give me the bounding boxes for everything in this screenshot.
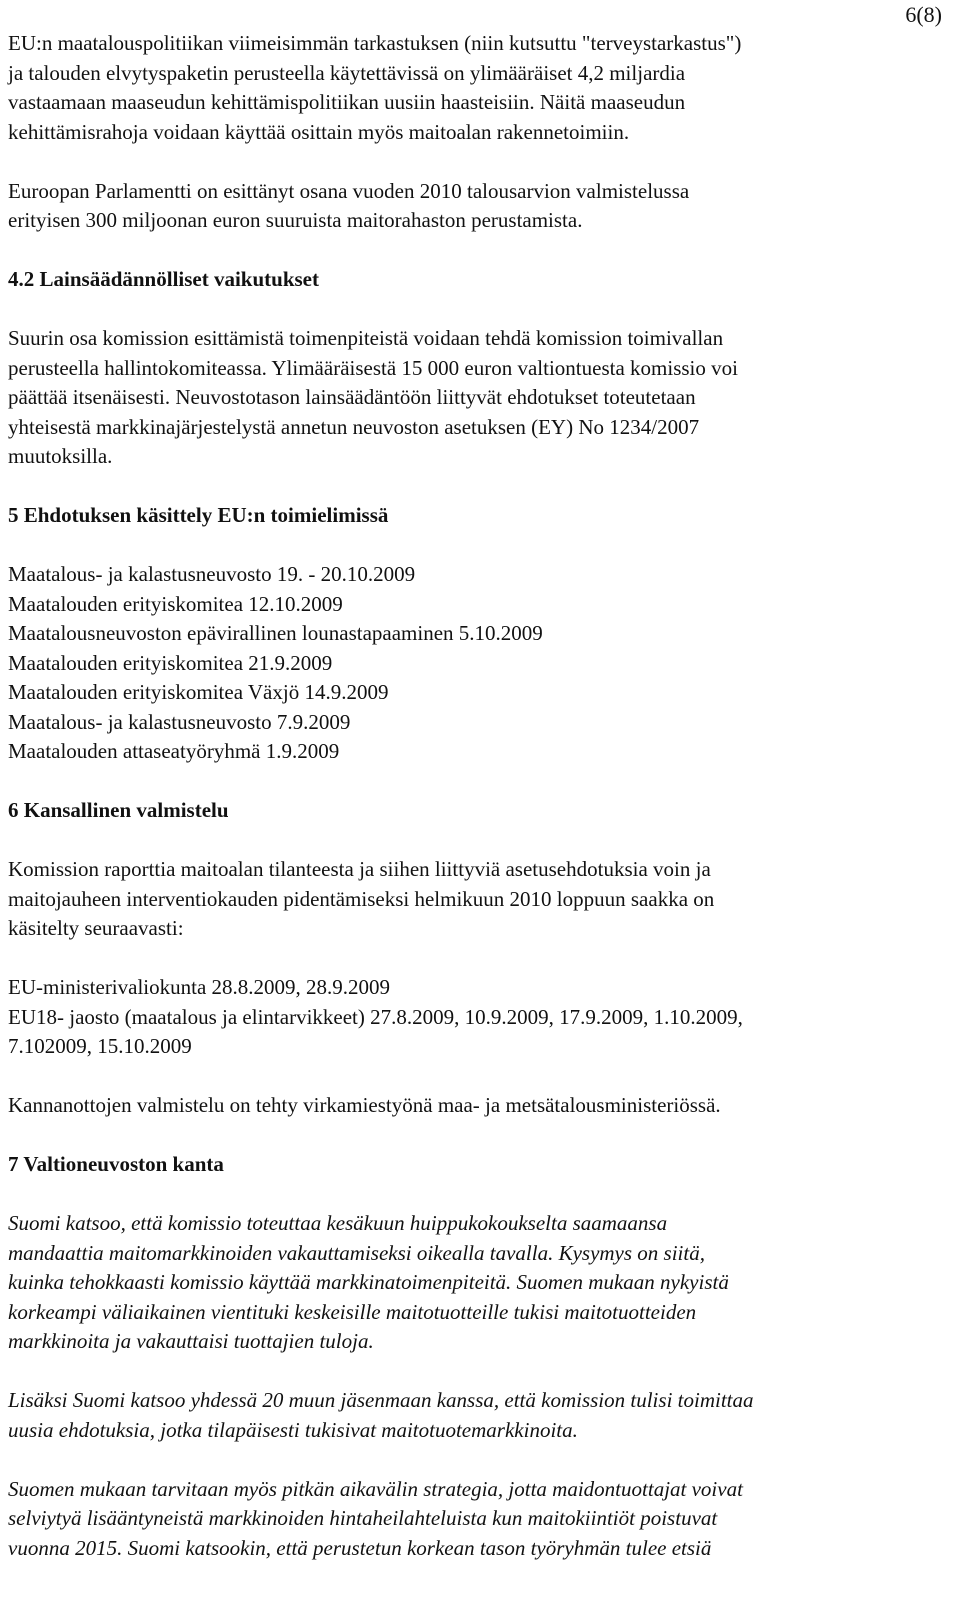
list-item: EU18- jaosto (maatalous ja elintarvikkeet) 27.8.2009, 10.9.2009, 17.9.2009, 1.10.2009, (8, 1004, 743, 1029)
parliament-paragraph (8, 177, 943, 236)
text-line: Komission raporttia maitoalan tilanteesta ja siihen liittyviä asetusehdotuksia voin ja (8, 857, 711, 881)
text-line: perusteella hallintokomiteassa. Ylimääräisestä 15 000 euron valtiontuesta komissio voi (8, 355, 738, 380)
legislative-effects-paragraph (8, 324, 943, 472)
text-line: markkinoita ja vakauttaisi tuottajien tuloja. (8, 1329, 374, 1353)
text-line: Suurin osa komission esittämistä toimenpiteistä voidaan tehdä komission toimivallan (8, 326, 724, 350)
text-line: Suomi katsoo, että komissio toteuttaa kesäkuun huippukokoukselta saamaansa (8, 1211, 668, 1235)
text-line: EU:n maatalouspolitiikan viimeisimmän tarkastuksen (niin kutsuttu "terveystarkastus") (8, 31, 742, 55)
eu-handling-list (8, 560, 943, 767)
text-line: yhteisestä markkinajärjestelystä annetun neuvoston asetuksen (EY) No 1234/2007 (8, 414, 700, 439)
list-item: Maatalouden erityiskomitea 21.9.2009 (8, 650, 333, 675)
preparation-note (8, 1091, 943, 1121)
section-heading-7: 7 Valtioneuvoston kanta (8, 1152, 224, 1176)
list-item: Maatalouden erityiskomitea Växjö 14.9.2009 (8, 680, 389, 704)
list-item: 7.102009, 15.10.2009 (8, 1034, 192, 1058)
text-line: erityisen 300 miljoonan euron suuruista maitorahaston perustamista. (8, 208, 583, 232)
document-body (8, 29, 943, 1563)
national-handling-list (8, 973, 943, 1062)
text-line: päättää itsenäisesti. Neuvostotason lainsäädäntöön liittyvät ehdotukset toteutetaan (8, 385, 696, 409)
text-line: Kannanottojen valmistelu on tehty virkamiestyönä maa- ja metsätalousministeriössä. (8, 1093, 721, 1117)
government-position-paragraph-3 (8, 1475, 943, 1564)
section-heading-6: 6 Kansallinen valmistelu (8, 798, 229, 822)
list-item: Maatalous- ja kalastusneuvosto 7.9.2009 (8, 709, 351, 734)
government-position-paragraph-2 (8, 1386, 943, 1445)
page-number: 6(8) (905, 2, 942, 27)
government-position-paragraph-1 (8, 1209, 943, 1357)
text-line: muutoksilla. (8, 444, 113, 468)
text-line: selviytyä lisääntyneistä markkinoiden hintaheilahteluista kun maitokiintiöt poistuvat (8, 1506, 718, 1530)
text-line: Lisäksi Suomi katsoo yhdessä 20 muun jäsenmaan kanssa, että komission tulisi toimittaa (8, 1388, 754, 1412)
section-heading-5: 5 Ehdotuksen käsittely EU:n toimielimissä (8, 503, 389, 527)
text-line: korkeampi väliaikainen vientituki keskeisille maitotuotteille tukisi maitotuotteiden (8, 1299, 697, 1324)
text-line: kuinka tehokkaasti komissio käyttää markkinatoimenpiteitä. Suomen mukaan nykyistä (8, 1270, 729, 1294)
text-line: uusia ehdotuksia, jotka tilapäisesti tukisivat maitotuotemarkkinoita. (8, 1417, 578, 1442)
text-line: vastaamaan maaseudun kehittämispolitiikan uusiin haasteisiin. Näitä maaseudun (8, 90, 686, 114)
text-line: Suomen mukaan tarvitaan myös pitkän aikavälin strategia, jotta maidontuottajat voivat (8, 1476, 743, 1501)
text-line: mandaattia maitomarkkinoiden vakauttamiseksi oikealla tavalla. Kysymys on siitä, (8, 1240, 705, 1265)
list-item: Maatalousneuvoston epävirallinen lounastapaaminen 5.10.2009 (8, 621, 543, 645)
list-item: Maatalouden attaseatyöryhmä 1.9.2009 (8, 739, 340, 763)
national-preparation-paragraph (8, 855, 943, 944)
text-line: ja talouden elvytyspaketin perusteella käytettävissä on ylimääräiset 4,2 miljardia (8, 60, 686, 85)
text-line: Euroopan Parlamentti on esittänyt osana vuoden 2010 talousarvion valmistelussa (8, 178, 690, 203)
section-heading-4-2: 4.2 Lainsäädännölliset vaikutukset (8, 267, 320, 291)
list-item: EU-ministerivaliokunta 28.8.2009, 28.9.2009 (8, 975, 391, 999)
text-line: vuonna 2015. Suomi katsookin, että perustetun korkean tason työryhmän tulee etsiä (8, 1535, 712, 1560)
list-item: Maatalous- ja kalastusneuvosto 19. - 20.10.2009 (8, 562, 416, 586)
text-line: käsitelty seuraavasti: (8, 916, 184, 940)
text-line: kehittämisrahoja voidaan käyttää osittain myös maitoalan rakennetoimiin. (8, 119, 630, 144)
list-item: Maatalouden erityiskomitea 12.10.2009 (8, 591, 343, 616)
text-line: maitojauheen interventiokauden pidentämiseksi helmikuun 2010 loppuun saakka on (8, 886, 715, 911)
intro-paragraph (8, 29, 943, 147)
